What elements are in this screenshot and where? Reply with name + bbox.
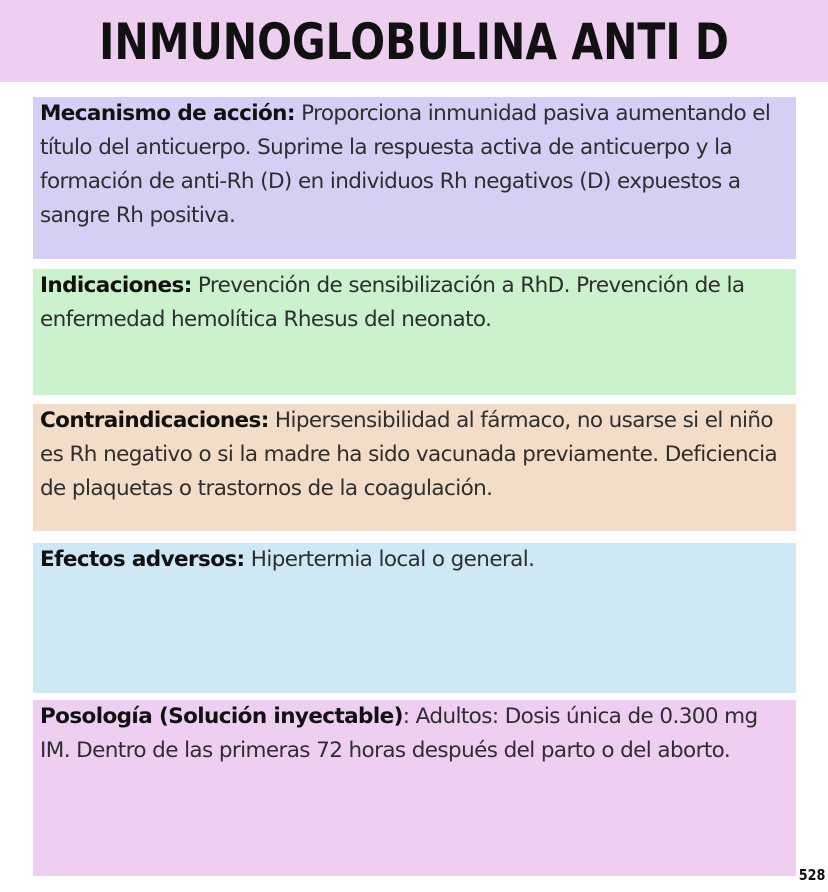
section-posologia-paragraph (40, 700, 789, 768)
section-contraindicaciones-paragraph (40, 404, 789, 506)
section-mecanismo-label: Mecanismo de acción: (40, 101, 295, 126)
section-contraindicaciones-label: Contraindicaciones: (40, 408, 269, 433)
title-bar (0, 0, 828, 82)
page-title: INMUNOGLOBULINA ANTI D (99, 13, 729, 71)
page-number: 528 (798, 866, 825, 884)
section-mecanismo-text: Proporciona inmunidad pasiva aumentando el título del anticuerpo. Suprime la respuesta activa de anticuerpo y la formación de anti-Rh (D) en individuos Rh negativos (D) expuestos a sangre Rh positiva. (40, 101, 771, 228)
section-efectos-text: Hipertermia local o general. (244, 547, 535, 572)
section-efectos-label: Efectos adversos: (40, 547, 245, 572)
section-posologia-text: : Adultos: Dosis única de 0.300 mg IM. Dentro de las primeras 72 horas después del parto o del aborto. (40, 704, 758, 763)
section-indicaciones-paragraph (40, 269, 789, 337)
section-indicaciones (33, 269, 796, 395)
section-mecanismo (33, 97, 796, 259)
section-posologia-label: Posología (Solución inyectable) (40, 704, 403, 729)
section-efectos (33, 543, 796, 693)
section-mecanismo-paragraph (40, 97, 789, 233)
section-indicaciones-label: Indicaciones: (40, 273, 192, 298)
section-contraindicaciones (33, 404, 796, 531)
section-efectos-paragraph (40, 543, 789, 577)
section-indicaciones-text: Prevención de sensibilización a RhD. Prevención de la enfermedad hemolítica Rhesus del neonato. (40, 273, 745, 332)
section-contraindicaciones-text: Hipersensibilidad al fármaco, no usarse si el niño es Rh negativo o si la madre ha sido vacunada previamente. Deficiencia de plaquetas o trastornos de la coagulación. (40, 408, 778, 501)
section-posologia (33, 700, 796, 876)
